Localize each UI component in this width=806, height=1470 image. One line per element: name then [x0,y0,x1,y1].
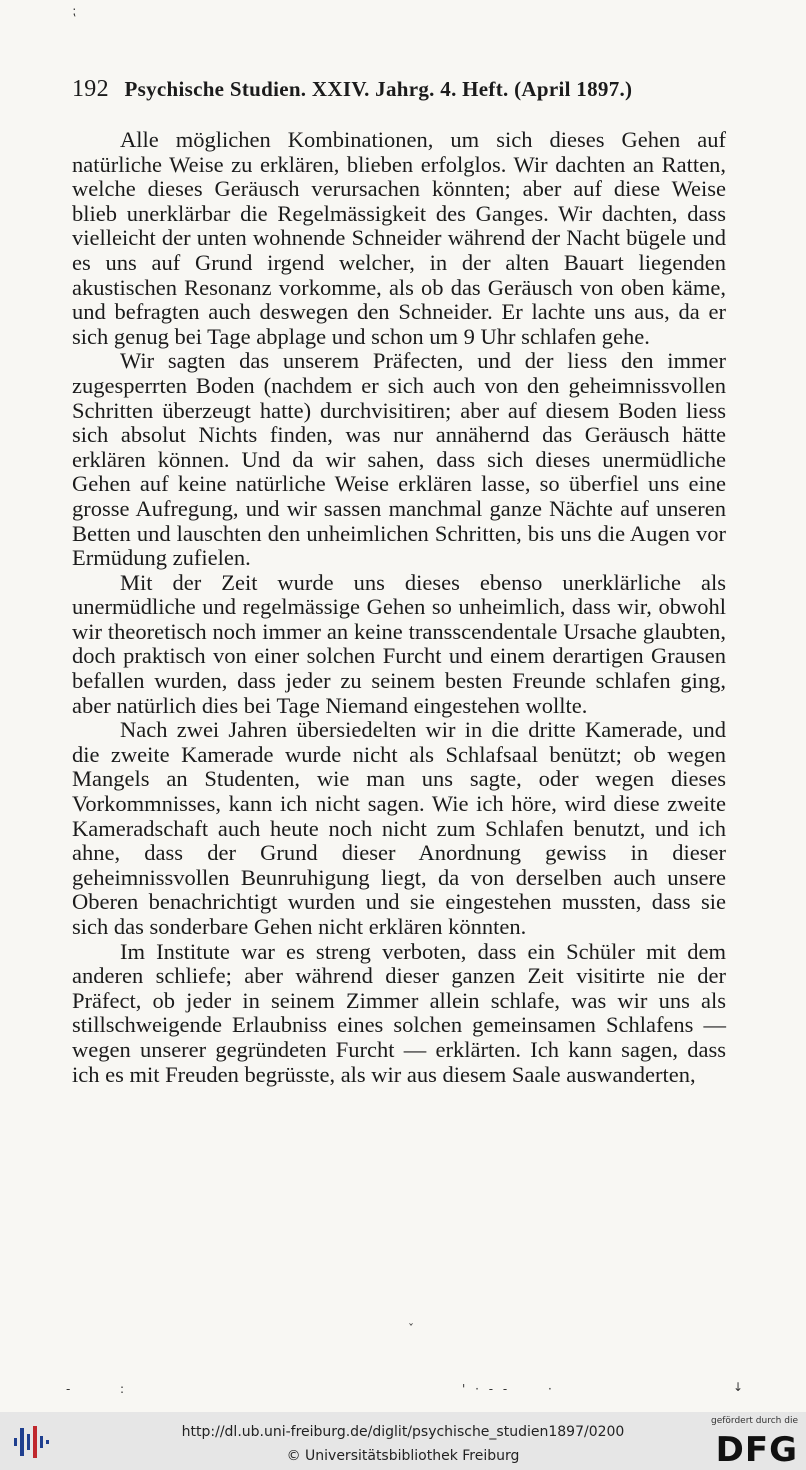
scan-speck: ' · - - [462,1382,511,1396]
scan-speck: · [548,1382,552,1396]
paragraph: Im Institute war es streng verboten, dass ein Schüler mit dem anderen schliefe; aber während dieser ganzen Zeit visitirte nie der Präfect, ob jeder in seinem Zimmer allein schlafe, was wir uns als stillschweigende Erlaubniss eines solchen gemeinsamen Schlafens — wegen unserer gegründeten Furcht — erklärten. Ich kann sagen, dass ich es mit Freuden begrüsste, als wir aus diesem Saale auswanderten, [72,938,726,1087]
paragraph: Wir sagten das unserem Präfecten, und der liess den immer zugesperrten Boden (nachdem er sich auch von den geheimnissvollen Schritten überzeugt hatte) durchvisitiren; aber auf diesem Boden liess sich absolut Nichts finden, was nur annähernd das Geräusch hätte erklären können. Und da wir sahen, dass sich dieses unermüdliche Gehen auf keine natürliche Weise erklären lasse, so überfiel uns eine grosse Aufregung, und wir sassen manchmal ganze Nächte auf unseren Betten und lauschten den unheimlichen Schritten, bis uns die Augen vor Ermüdung zufielen. [72,348,726,571]
dfg-caption: gefördert durch die [711,1416,798,1426]
scan-speck: ˇ [408,1322,414,1336]
paragraph: Mit der Zeit wurde uns dieses ebenso unerklärliche als unermüdliche und regelmässige Gehen so unheimlich, dass wir, obwohl wir theoretisch noch immer an keine transscendentale Ursache glaubten, doch praktisch von einer solchen Furcht und einem derartigen Grausen befallen wurden, dass jeder zu seinem besten Freunde schlafen ging, aber natürlich dies bei Tage Niemand eingestehen wollte. [72,569,726,718]
paragraph: Alle möglichen Kombinationen, um sich dieses Gehen auf natürliche Weise zu erklären, blieben erfolglos. Wir dachten an Ratten, welche dieses Geräusch verursachen könnten; aber auf diese Weise blieb unerklärbar die Regelmässigkeit des Ganges. Wir dachten, dass vielleicht der unten wohnende Schneider während der Nacht bügele und es uns auf Grund irgend welcher, in der alten Bauart liegenden akustischen Resonanz vorkomme, als ob das Geräusch von oben käme, und befragten auch deswegen den Schneider. Er lachte uns aus, da er sich genug bei Tage abplage und schon um 9 Uhr schlafen gehe. [72,127,726,349]
scan-speck: - [66,1382,71,1396]
body-text [72,128,726,1087]
dfg-logo-text: DFG [715,1430,798,1470]
permalink-url[interactable]: http://dl.ub.uni-freiburg.de/diglit/psychische_studien1897/0200 [181,1424,625,1440]
scan-speck: ↓ [733,1380,744,1394]
scan-speck: ⁏ [72,4,77,18]
page-number: 192 [72,76,109,102]
paragraph: Nach zwei Jahren übersiedelten wir in die dritte Kamerade, und die zweite Kamerade wurde nicht als Schlafsaal benützt; ob wegen Mangels an Studenten, wie man uns sagte, oder wegen dieses Vorkommnisses, kann ich nicht sagen. Wie ich höre, wird diese zweite Kameradschaft auch heute noch nicht zum Schlafen benutzt, und ich ahne, dass der Grund dieser Anordnung gewiss in dieser geheimnissvollen Beunruhigung liegt, da von derselben auch unsere Oberen benachrichtigt wurden und sie eingestehen mussten, dass sie sich das sonderbare Gehen nicht erklären könnten. [72,717,726,939]
running-header [72,76,712,103]
scan-speck: : [120,1382,125,1396]
running-title: Psychische Studien. XXIV. Jahrg. 4. Heft. (April 1897.) [124,77,633,101]
viewer-footer [0,1412,806,1470]
copyright-notice: © Universitätsbibliothek Freiburg [286,1448,520,1464]
dfg-logo[interactable] [711,1416,798,1470]
